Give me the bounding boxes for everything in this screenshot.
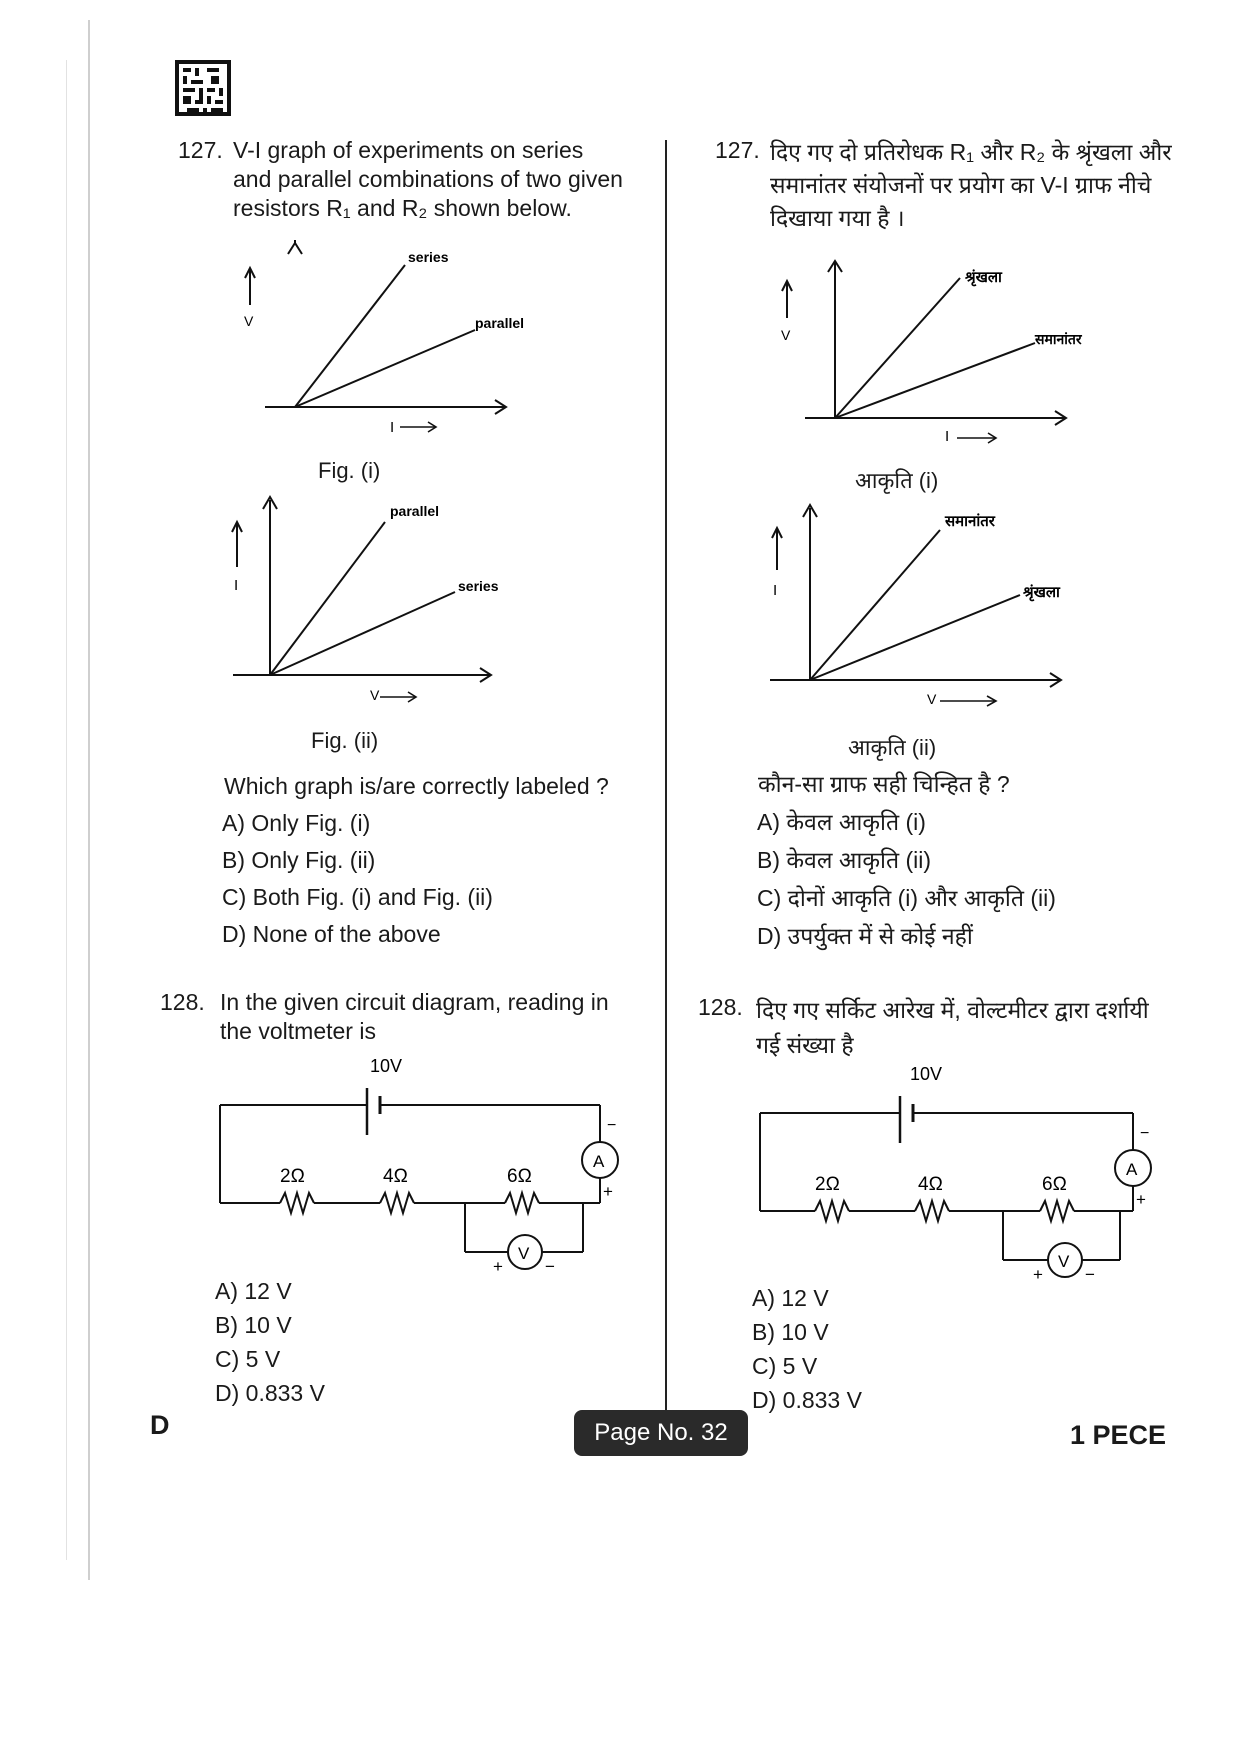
option-a[interactable]: A) 12 V [215,1278,292,1304]
option-d[interactable]: D) 0.833 V [215,1380,325,1406]
voltmeter-minus: − [1085,1265,1095,1283]
circuit-diagram-en [215,1050,625,1275]
option-d[interactable]: D) 0.833 V [752,1387,862,1413]
voltmeter-symbol: V [518,1244,530,1263]
question-line: resistors R₁ and R₂ shown below. [233,195,572,221]
figure-2-en [225,492,515,707]
ammeter-symbol: A [1126,1160,1138,1179]
voltmeter-symbol: V [1058,1252,1070,1271]
y-axis-label: I [773,582,778,599]
option-a[interactable]: A) Only Fig. (i) [222,810,371,836]
question-line: समानांतर संयोजनों पर प्रयोग का V-I ग्राफ नीचे [770,172,1152,198]
line-label-upper: समानांतर [945,513,995,530]
option-c[interactable]: C) 5 V [752,1353,818,1379]
figure-caption: Fig. (ii) [311,728,379,753]
resistor-label: 6Ω [507,1166,532,1187]
option-c[interactable]: C) 5 V [215,1346,281,1372]
line-label-lower: series [458,578,499,594]
circuit-diagram-hi [755,1058,1165,1283]
qr-code [175,60,231,116]
x-axis-label: I [390,419,395,436]
x-axis-label: I [945,428,950,445]
ammeter-plus: + [603,1182,613,1201]
question-number: 127. [178,137,223,163]
line-label-lower: parallel [475,315,525,331]
question-line: दिखाया गया है । [770,205,905,231]
line-label-upper: series [408,249,449,265]
question-prompt: Which graph is/are correctly labeled ? [224,773,609,799]
option-b[interactable]: B) 10 V [215,1312,292,1338]
battery-label: 10V [910,1064,943,1084]
option-c[interactable]: C) दोनों आकृति (i) और आकृति (ii) [757,885,1056,911]
question-prompt: कौन-सा ग्राफ सही चिन्हित है ? [758,771,1010,797]
paper-code: 1 PECE [1070,1420,1167,1450]
page-number-badge: Page No. 32 [574,1410,748,1456]
ammeter-minus: − [1140,1125,1150,1142]
option-b[interactable]: B) Only Fig. (ii) [222,847,376,873]
y-axis-label: I [234,577,239,594]
y-axis-label: V [244,313,254,329]
resistor-label: 2Ω [815,1174,840,1195]
figure-caption: आकृति (ii) [848,735,937,760]
scan-edge-faint [66,60,67,1560]
x-axis-label: V [370,687,380,703]
option-b[interactable]: B) 10 V [752,1319,829,1345]
option-a[interactable]: A) 12 V [752,1285,829,1311]
question-line: V-I graph of experiments on series [233,137,584,163]
x-axis-label: V [927,691,937,707]
option-d[interactable]: D) उपर्युक्त में से कोई नहीं [757,923,973,949]
question-127-en [178,136,658,226]
ammeter-symbol: A [593,1152,605,1171]
figure-caption: आकृति (i) [855,468,939,493]
voltmeter-minus: − [545,1257,555,1275]
voltmeter-plus: + [493,1257,503,1275]
question-line: दिए गए सर्किट आरेख में, वोल्टमीटर द्वारा दर्शायी [756,997,1149,1023]
question-number: 128. [160,989,205,1015]
battery-label: 10V [370,1056,403,1076]
resistor-label: 4Ω [383,1166,408,1187]
question-line: दिए गए दो प्रतिरोधक R₁ और R₂ के श्रृंखला और [770,139,1172,165]
column-divider [665,140,667,1415]
option-c[interactable]: C) Both Fig. (i) and Fig. (ii) [222,884,493,910]
resistor-label: 4Ω [918,1174,943,1195]
line-label-lower: समानांतर [1035,331,1082,347]
ammeter-plus: + [1136,1190,1146,1209]
option-d[interactable]: D) None of the above [222,921,441,947]
question-number: 127. [715,137,760,163]
line-label-upper: श्रृंखला [965,269,1002,286]
question-128-en [160,988,650,1048]
line-label-upper: parallel [390,503,440,519]
question-line: In the given circuit diagram, reading in [220,989,609,1015]
question-128-hi [698,993,1198,1063]
question-number: 128. [698,994,743,1020]
resistor-label: 2Ω [280,1166,305,1187]
figure-1-hi [770,258,1100,448]
set-code: D [150,1410,170,1440]
question-line: the voltmeter is [220,1018,376,1044]
question-127-hi [715,136,1195,246]
question-line: गई संख्या है [756,1032,854,1058]
resistor-label: 6Ω [1042,1174,1067,1195]
figure-1-en [230,240,540,445]
question-line: and parallel combinations of two given [233,166,623,192]
scan-edge [88,20,90,1580]
figure-caption: Fig. (i) [318,458,381,483]
option-a[interactable]: A) केवल आकृति (i) [757,809,926,835]
line-label-lower: श्रृंखला [1023,584,1060,601]
y-axis-label: V [781,327,791,343]
figure-2-hi [765,500,1075,715]
ammeter-minus: − [607,1117,617,1134]
voltmeter-plus: + [1033,1265,1043,1283]
option-b[interactable]: B) केवल आकृति (ii) [757,847,931,873]
